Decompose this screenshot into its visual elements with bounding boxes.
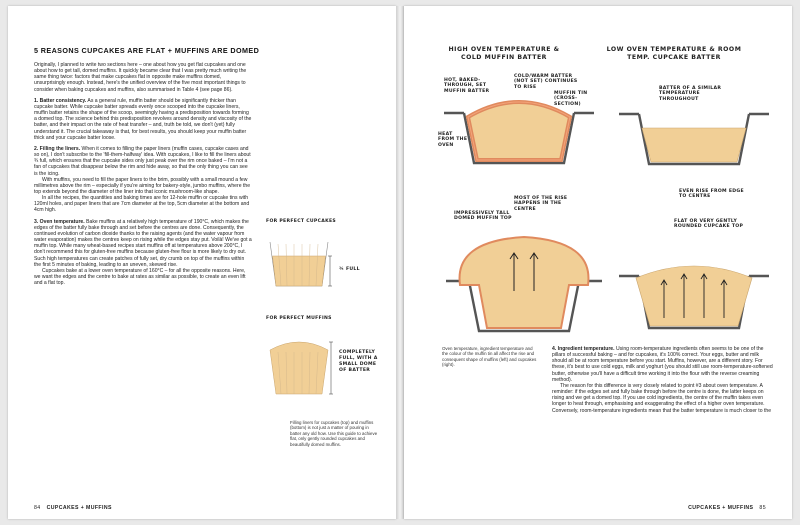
left-footer: 84 CUPCAKES + MUFFINS [34, 505, 112, 511]
cupcake-fill-note: ¾ FULL [339, 267, 360, 272]
point-4-paragraph: 4. Ingredient temperature. Using room-temperature ingredients often seems to be one of the pillars of successful baking – and for cupcakes, it's 100% correct. Your eggs, butter and milk should all be at room temperature before you start. Muffins, however, are a different story. For these, it's best to use cold eggs, milk and yoghurt (you should still use room-temperature-softened butter, otherwise you'll have a difficult time working it into the flour with the reverse creaming method). [552, 346, 773, 383]
rise-centre-annotation: MOST OF THE RISE HAPPENS IN THE CENTRE [514, 196, 568, 212]
hot-batter-annotation: HOT, BAKED-THROUGH, SET MUFFIN BATTER [444, 78, 490, 94]
body-text-right [552, 346, 774, 414]
book-gutter [396, 6, 404, 519]
muffin-liner-diagram [266, 332, 336, 402]
point-1-paragraph: 1. Batter consistency. As a general rule, muffin batter should be significantly thicker than cupcake batter. While cupcake batter spreads evenly once scooped into the cupcake liners, muffin batter retains the shape of the scoop, seemingly having a predisposition towards forming a domed top. The science behind this predisposition revolves around density and viscosity of the batter, and their impact on the rate of heat transfer – and, truth be told, we don't (yet) fully understand it. The crucial takeaway is that, for best results, you should keep your muffin batter thick and your cupcake batter loose. [34, 97, 252, 141]
body-text-top [34, 62, 252, 286]
point-3-paragraph-b: Cupcakes bake at a lower oven temperature of 160°C – for all the opposite reasons. Here, we want the edges and the centre to bake at rates as similar as possible, to create an even lift and a flat top. [34, 267, 246, 287]
right-footer: CUPCAKES + MUFFINS 85 [688, 505, 766, 511]
domed-top-annotation: IMPRESSIVELY TALL DOMED MUFFIN TOP [454, 211, 512, 222]
intro-paragraph: Originally, I planned to write two sections here – one about how you get flat cupcakes and one about how to get tall, domed muffins. It quickly became clear that I was pretty much writing the same thing twice: factors that make cupcakes flat in opposite make muffins domed, unsurprisingly enough. Instead, here's the unified overview of the five most important things to consider when baking cupcakes and muffins, also summarised in Table 4 (see page 86). [34, 62, 247, 93]
point-2-paragraph-c: In all the recipes, the quantities and baking times are for 12-hole muffin or cupcake tins with 120ml holes, and paper liners that are 7cm diameter at the top, 5cm diameter at the bottom and 4cm high. [34, 195, 250, 214]
muffin-diagram-label: FOR PERFECT MUFFINS [266, 316, 332, 321]
muffin-diagram-title: HIGH OVEN TEMPERATURE & COLD MUFFIN BATTER [448, 46, 560, 61]
point-2-paragraph: 2. Filling the liners. When it comes to filling the paper liners (muffin cases, cupcake cases and so on), I don't subscribe to the 'fill-them-halfway' idea. With cupcakes, I like to fill the liners about ¾ full, which ensures that the cupcake sides only just peak over the rim once baked – I'm not a fan of cupcakes that disappear below the rim and hide away, so that the only thing you can see is the icing. [34, 145, 251, 177]
flat-top-annotation: FLAT OR VERY GENTLY ROUNDED CUPCAKE TOP [674, 219, 744, 230]
liner-caption: Filling liners for cupcakes (top) and muffins (bottom) is not just a matter of pouring in batter any old how. Use this guide to achieve flat, only gently rounded cupcakes and beautifully domed muffins. [290, 420, 378, 447]
left-page [8, 6, 396, 519]
similar-temp-annotation: BATTER OF A SIMILAR TEMPERATURE THROUGHOUT [659, 86, 722, 102]
point-4-paragraph-b: The reason for this difference is very closely related to point #3 about oven temperature. A reminder: if the edges set and fully bake through before the centre is done, the latter keeps on rising and we get a domed top. If you use cold ingredients, the centre of the muffin takes even longer to heat through, emphasising and exaggerating the effect of a higher oven temperature. Conversely, room-temperature ingredients mean that the batter temperature is much closer to the [552, 382, 772, 414]
cupcake-baking-diagram-2 [619, 246, 769, 341]
muffin-fill-note: COMPLETELY FULL, WITH A SMALL DOME OF BATTER [339, 350, 378, 373]
cupcake-baking-diagram-1 [619, 106, 769, 186]
cupcake-liner-diagram [266, 234, 336, 294]
oven-temperature-caption: Oven temperature, ingredient temperature and the colour of the muffin tin all affect the rise and consequent shape of muffins (left) and cupcakes (right). [442, 346, 537, 368]
cupcake-diagram-title: LOW OVEN TEMPERATURE & ROOM TEMP. CUPCAKE BATTER [606, 46, 742, 61]
point-2-paragraph-b: With muffins, you need to fill the paper liners to the brim, possibly with a small mound a few millimetres above the rim – especially if you're aiming for bakery-style, jumbo muffins, where the top extends beyond the diameter of the liner into that iconic mushroom-like shape. [34, 176, 251, 195]
section-heading: 5 REASONS CUPCAKES ARE FLAT + MUFFINS ARE DOMED [34, 46, 260, 55]
right-page [404, 6, 792, 519]
heat-annotation: HEAT FROM THE OVEN [438, 132, 468, 148]
muffin-tin-annotation: MUFFIN TIN (CROSS-SECTION) [554, 91, 588, 107]
point-3-paragraph: 3. Oven temperature. Bake muffins at a relatively high temperature of 190°C, which makes the edges of the batter fully bake through and set before the centres are done. Consequently, the continued evolution of carbon dioxide thanks to the raising agents (and the water vapour from water evaporation) makes the centres keep on rising while the edges stay put. Voilà! We've got a muffin top. While many wheat-based recipes start muffins off at temperatures above 200°C, I don't recommend this for gluten-free muffins because gluten-free flour is more likely to dry out. Such high temperatures can create patches of fully set, dry crumb on top of the muffins within the first 5 minutes of baking, leading to an uneven, skewed rise. [34, 218, 252, 268]
cold-batter-annotation: COLD/WARM BATTER (NOT SET) CONTINUES TO RISE [514, 74, 578, 90]
muffin-baking-diagram-2 [444, 231, 604, 341]
cupcake-diagram-label: FOR PERFECT CUPCAKES [266, 219, 337, 224]
even-rise-annotation: EVEN RISE FROM EDGE TO CENTRE [679, 189, 744, 200]
